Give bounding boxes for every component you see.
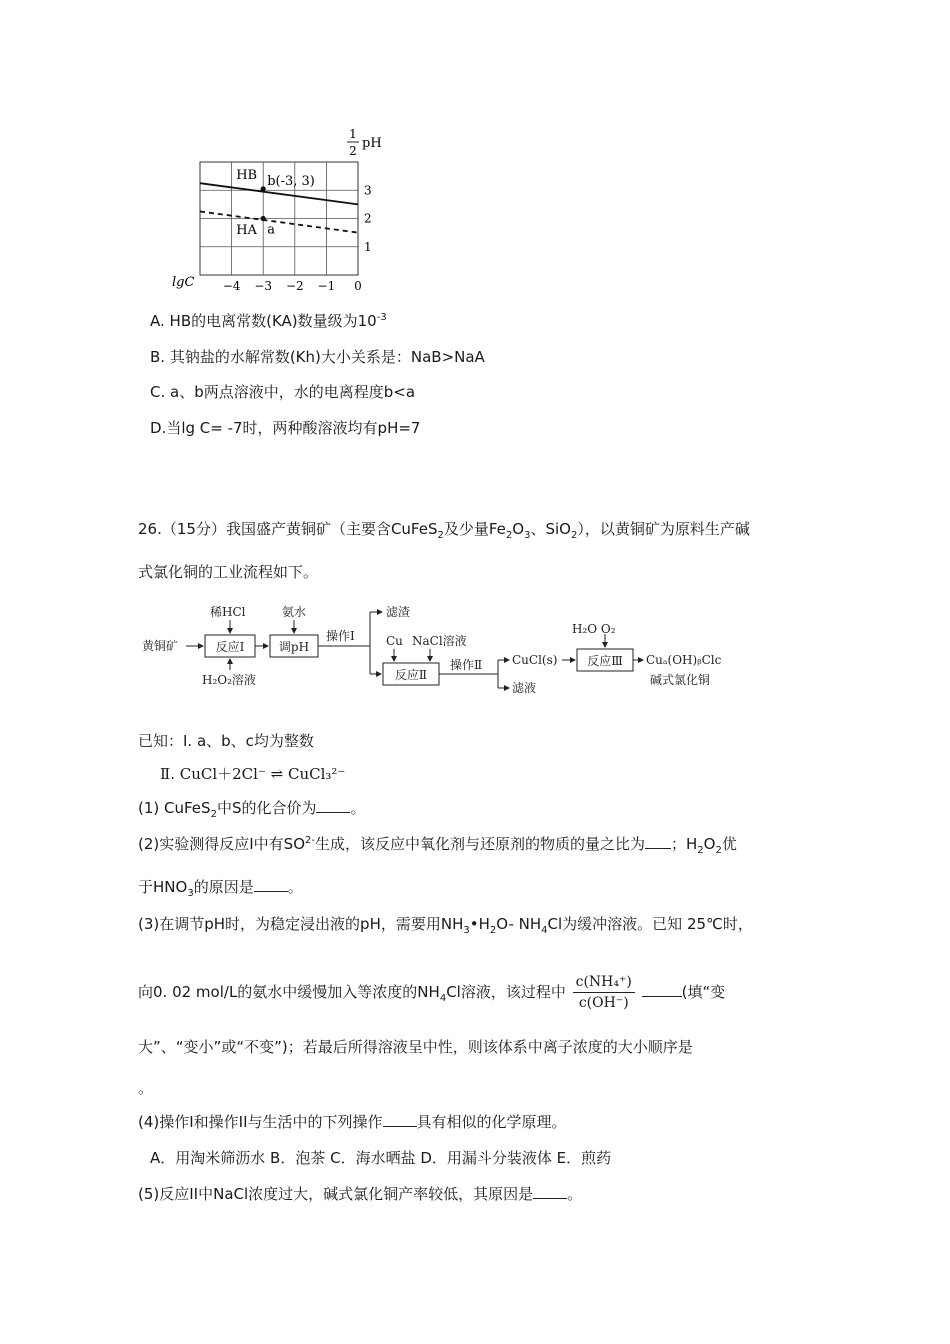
- x-tick-label: 0: [354, 279, 362, 293]
- flow-nh3: 氨水: [282, 605, 307, 619]
- chart-series: [200, 168, 358, 238]
- y-label-num: 1: [349, 127, 357, 141]
- answer-blank-5[interactable]: [533, 1184, 567, 1199]
- series-label-ha: HA: [236, 223, 257, 239]
- part-3-end: 。: [138, 1079, 154, 1097]
- ph-lgc-chart: [165, 125, 395, 300]
- flow-cu: Cu: [386, 634, 403, 648]
- part-4-options: A．用淘米筛沥水 B．泡茶 C．海水晒盐 D．用漏斗分装液体 E．煎药: [150, 1149, 612, 1167]
- answer-blank-3a[interactable]: [642, 982, 682, 997]
- annotation-0: b(-3, 3): [267, 173, 315, 189]
- flow-r3: 反应Ⅲ: [587, 654, 623, 668]
- concentration-ratio: $\frac{\text{c(NH₄⁺)}}{c(OH^-)}$: [573, 972, 635, 1013]
- series-label-hb: HB: [236, 167, 258, 183]
- part-2-cont: 于$HNO_3$的原因是 。: [138, 878, 303, 899]
- flow-cucl: CuCl(s): [512, 653, 558, 667]
- part-4: (4)操作I和操作II与生活中的下列操作 具有相似的化学原理。: [138, 1113, 567, 1131]
- option-c: C. a、b两点溶液中，水的电离程度b<a: [150, 383, 416, 401]
- y-label-den: 2: [349, 144, 357, 158]
- answer-blank-2b[interactable]: [254, 877, 288, 892]
- known-2: Ⅱ. CuCl＋2Cl⁻ ⇌ CuCl₃²⁻: [160, 765, 346, 783]
- known-1: 已知：I. a、b、c均为整数: [138, 732, 314, 750]
- chart-ticks: [223, 183, 372, 293]
- flow-ph: 调pH: [278, 640, 310, 654]
- point-b: [261, 186, 266, 191]
- series-line-ha: [200, 211, 358, 232]
- flow-op1: 操作Ⅰ: [326, 629, 355, 643]
- point-a: [261, 216, 266, 221]
- y-label-unit: pH: [362, 136, 382, 151]
- flow-product: Cuₐ(OH)ᵦClc: [646, 653, 722, 667]
- flow-residue: 滤渣: [386, 605, 411, 619]
- annotation-1: a: [267, 222, 275, 238]
- flow-nacl: NaCl溶液: [412, 634, 467, 648]
- option-b: B. 其钠盐的水解常数(Kh)大小关系是：NaB>NaA: [150, 348, 485, 366]
- answer-blank-1[interactable]: [316, 798, 350, 813]
- q26-intro: 26.（15分）我国盛产黄铜矿（主要含CuFeS$_2$及少量$Fe_2O_3$、SiO$_2$），以黄铜矿为原料生产碱: [138, 520, 750, 541]
- part-2: (2)实验测得反应I中有$SO^{2-}$生成，该反应中氧化剂与还原剂的物质的量之比为 ；$H_2O_2$优: [138, 835, 737, 856]
- x-tick-label: −2: [285, 279, 304, 293]
- part-5: (5)反应II中NaCl浓度过大，碱式氯化铜产率较低，其原因是 。: [138, 1185, 583, 1203]
- answer-blank-4[interactable]: [383, 1112, 417, 1127]
- flow-h2o-o2: H₂O O₂: [572, 622, 616, 636]
- flow-r1: 反应Ⅰ: [215, 640, 245, 654]
- x-tick-label: −3: [254, 279, 273, 293]
- flow-raw: 黄铜矿: [142, 639, 179, 653]
- flow-hcl: 稀HCl: [210, 605, 246, 619]
- part-3-cont: 向0. 02 mol/L的氨水中缓慢加入等浓度的$NH_4Cl$溶液，该过程中 $\frac{\text{c(NH₄⁺)}}{c(OH^-)}$ (填“变: [138, 974, 726, 1011]
- flow-r2: 反应Ⅱ: [394, 668, 428, 682]
- flow-product-name: 碱式氯化铜: [650, 673, 711, 687]
- y-tick-label: 1: [364, 239, 372, 254]
- y-tick-label: 2: [364, 211, 372, 226]
- option-d: D.当lg C= -7时，两种酸溶液均有pH=7: [150, 419, 421, 437]
- part-3-cont2: 大”、“变小”或“不变”)；若最后所得溶液呈中性，则该体系中离子浓度的大小顺序是: [138, 1038, 693, 1056]
- part-1: (1) CuFeS$_2$中S的化合价为 。: [138, 799, 366, 820]
- x-tick-label: −4: [222, 279, 241, 293]
- flow-h2o2: H₂O₂溶液: [202, 673, 256, 687]
- flow-filtrate: 滤液: [512, 681, 537, 695]
- process-flow-diagram: [140, 598, 740, 698]
- option-a: A. HB的电离常数(KA)数量级为$10^{-3}$: [150, 312, 387, 330]
- part-3: (3)在调节pH时，为稳定浸出液的pH，需要用$NH_3•H_2O-$ $NH_4Cl$为缓冲溶液。已知 25℃时，: [138, 915, 753, 936]
- q26-intro-2: 式氯化铜的工业流程如下。: [138, 563, 319, 581]
- x-tick-label: −1: [317, 279, 336, 293]
- y-tick-label: 3: [364, 183, 372, 198]
- flow-op2: 操作Ⅱ: [450, 658, 483, 672]
- answer-blank-2a[interactable]: [645, 834, 671, 849]
- x-label: lgC: [172, 275, 195, 290]
